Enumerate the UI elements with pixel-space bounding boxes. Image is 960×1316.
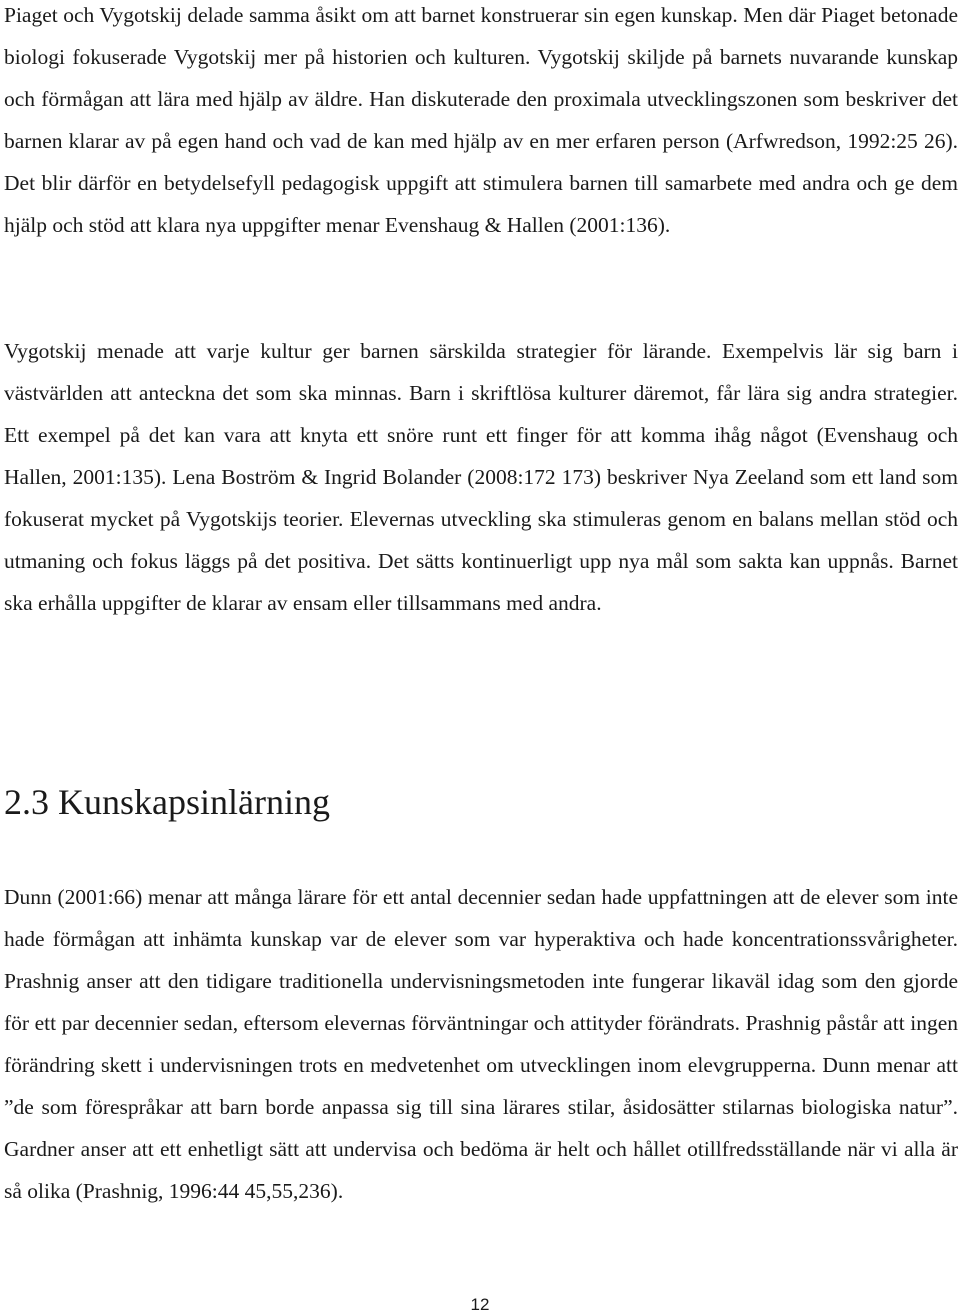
section-heading: 2.3 Kunskapsinlärning <box>4 782 330 822</box>
page-number: 12 <box>470 1295 490 1314</box>
paragraph-dunn-prashnig: Dunn (2001:66) menar att många lärare för ett antal decennier sedan hade uppfattningen att de elever som inte hade förmågan att inhämta kunskap var de elever som var hyperaktiva och hade koncentrationssvårigheter. Prashnig anser att den tidigare traditionella undervisningsmetoden inte fungerar likaväl idag som den gjorde för ett par decennier sedan, eftersom elevernas förväntningar och attityder förändrats. Prashnig påstår att ingen förändring skett i undervisningen trots en medvetenhet om utvecklingen inom elevgrupperna. Dunn menar att ”de som förespråkar att barn borde anpassa sig till sina lärares stilar, åsidosätter stilarnas biologiska natur”. Gardner anser att ett enhetligt sätt att undervisa och bedöma är helt och hållet otillfredsställande när vi alla är så olika (Prashnig, 1996:44 45,55,236). <box>4 885 958 1203</box>
paragraph-vygotskij-culture: Vygotskij menade att varje kultur ger barnen särskilda strategier för lärande. Exempelvis lär sig barn i västvärlden att anteckna det som ska minnas. Barn i skriftlösa kulturer däremot, får lära sig andra strategier. Ett exempel på det kan vara att knyta ett snöre runt ett finger för att komma ihåg något (Evenshaug och Hallen, 2001:135). Lena Boström & Ingrid Bolander (2008:172 173) beskriver Nya Zeeland som ett land som fokuserat mycket på Vygotskijs teorier. Elevernas utveckling ska stimuleras genom en balans mellan stöd och utmaning och fokus läggs på det positiva. Det sätts kontinuerligt upp nya mål som sakta kan uppnås. Barnet ska erhålla uppgifter de klarar av ensam eller tillsammans med andra. <box>4 339 958 615</box>
paragraph-vygotskij-piaget: Piaget och Vygotskij delade samma åsikt om att barnet konstruerar sin egen kunskap. Men där Piaget betonade biologi fokuserade Vygotskij mer på historien och kulturen. Vygotskij skiljde på barnets nuvarande kunskap och förmågan att lära med hjälp av äldre. Han diskuterade den proximala utvecklingszonen som beskriver det barnen klarar av på egen hand och vad de kan med hjälp av en mer erfaren person (Arfwredson, 1992:25 26). Det blir därför en betydelsefyll pedagogisk uppgift att stimulera barnen till samarbete med andra och ge dem hjälp och stöd att klara nya uppgifter menar Evenshaug & Hallen (2001:136). <box>4 3 958 237</box>
